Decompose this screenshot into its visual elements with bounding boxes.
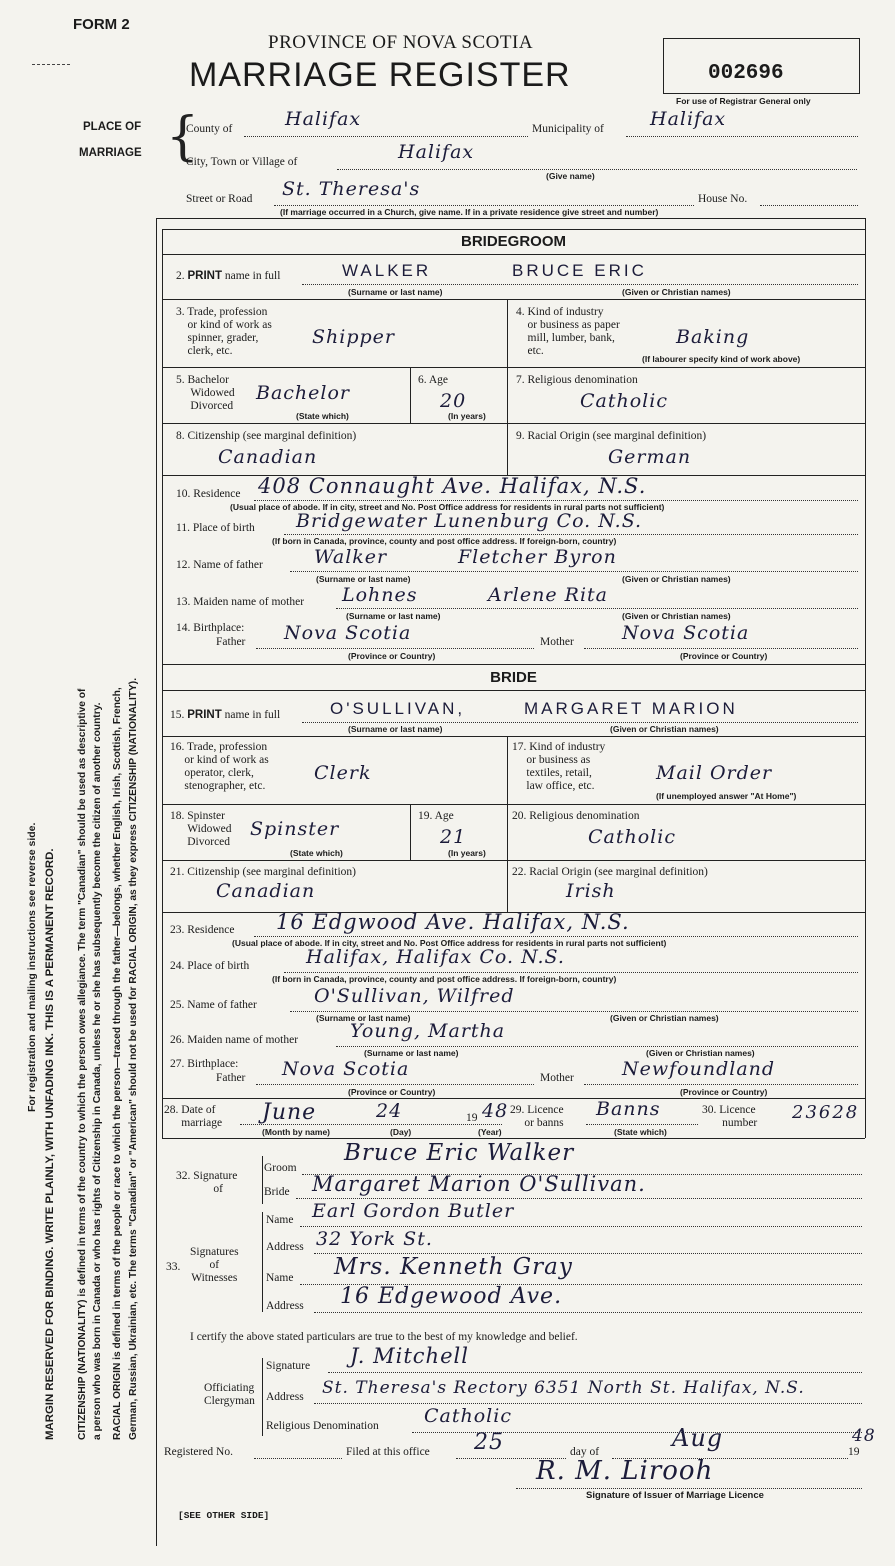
field13-label: 13. Maiden name of mother xyxy=(176,596,305,608)
year-sub: (Year) xyxy=(478,1127,502,1137)
field4-label: 4. Kind of industry or business as paper mill, lumber, bank, etc. xyxy=(516,306,620,357)
field27-label: 27. Birthplace: xyxy=(170,1058,239,1070)
field7-label: 7. Religious denomination xyxy=(516,374,638,386)
frame-left xyxy=(156,218,157,1546)
bride-status: Spinster xyxy=(250,818,340,840)
groom-mother-surname-sub: (Surname or last name) xyxy=(346,611,441,621)
groom-status-sub: (State which) xyxy=(296,411,349,421)
field12-label: 12. Name of father xyxy=(176,559,263,571)
bride-age-sub: (In years) xyxy=(448,848,486,858)
issuer-signature: R. M. Lirooh xyxy=(536,1456,714,1486)
field21-label: 21. Citizenship (see marginal definition) xyxy=(170,866,356,878)
field2-label: 2. PRINT name in full xyxy=(176,270,281,282)
field29-label: 29. Licence or banns xyxy=(510,1104,564,1129)
field25-label: 25. Name of father xyxy=(170,999,257,1011)
month-sub: (Month by name) xyxy=(262,1127,330,1137)
place-brace: { xyxy=(166,107,200,167)
bride-father-birthplace: Nova Scotia xyxy=(282,1058,410,1080)
bride-father-surname-sub: (Surname or last name) xyxy=(316,1013,411,1023)
groom-mother-birthplace: Nova Scotia xyxy=(622,622,750,644)
groom-signature: Bruce Eric Walker xyxy=(344,1140,575,1166)
page-title: MARRIAGE REGISTER xyxy=(189,56,571,94)
bride-signature: Margaret Marion O'Sullivan. xyxy=(312,1172,646,1196)
bride-religion: Catholic xyxy=(588,826,676,848)
bride-father-name: O'Sullivan, Wilfred xyxy=(314,985,515,1007)
field22-label: 22. Racial Origin (see marginal definition) xyxy=(512,866,708,878)
certify-text: I certify the above stated particulars are true to the best of my knowledge and belief. xyxy=(190,1331,578,1343)
groom-citizenship: Canadian xyxy=(218,446,318,468)
groom-age: 20 xyxy=(440,390,467,412)
banns-value: Banns xyxy=(596,1098,661,1120)
bride-sig-label: Bride xyxy=(264,1186,290,1198)
bride-father-province-sub: (Province or Country) xyxy=(348,1087,436,1097)
bride-surname: O'SULLIVAN, xyxy=(330,699,466,718)
bride-mother-birthplace: Newfoundland xyxy=(622,1058,776,1080)
field10-label: 10. Residence xyxy=(176,488,241,500)
field14-father-label: Father xyxy=(216,636,246,648)
day-of-label: day of xyxy=(570,1446,600,1458)
witness2-address-label: Address xyxy=(266,1300,304,1312)
bride-citizenship: Canadian xyxy=(216,880,316,902)
field14-mother-label: Mother xyxy=(540,636,574,648)
groom-given-sub: (Given or Christian names) xyxy=(622,287,731,297)
field24-label: 24. Place of birth xyxy=(170,960,250,972)
field17-label: 17. Kind of industry or business as textiles, retail, law office, etc. xyxy=(512,741,606,792)
bride-trade: Clerk xyxy=(314,762,372,784)
bride-mother-province-sub: (Province or Country) xyxy=(680,1087,768,1097)
bride-given-sub: (Given or Christian names) xyxy=(610,724,719,734)
city-label: City, Town or Village of xyxy=(186,156,298,168)
marriage-year: 48 xyxy=(482,1100,509,1122)
bride-surname-sub: (Surname or last name) xyxy=(348,724,443,734)
field18-label: 18. Spinster Widowed Divorced xyxy=(170,810,232,848)
registered-label: Registered No. xyxy=(164,1446,233,1458)
groom-surname-sub: (Surname or last name) xyxy=(348,287,443,297)
margin-line-5: RACIAL ORIGIN is defined in terms of the people or race to which the person—traced through the father—belongs, whether English, Irish, Scottish, French, xyxy=(112,687,123,1440)
field16-label: 16. Trade, profession or kind of work as operator, clerk, stenographer, etc. xyxy=(170,741,269,792)
groom-given: BRUCE ERIC xyxy=(512,261,647,280)
clergy-denomination-label: Religious Denomination xyxy=(266,1420,379,1432)
groom-mother-given-sub: (Given or Christian names) xyxy=(622,611,731,621)
field27-father-label: Father xyxy=(216,1072,246,1084)
groom-industry: Baking xyxy=(676,326,750,348)
field14-label: 14. Birthplace: xyxy=(176,622,245,634)
groom-father-birthplace: Nova Scotia xyxy=(284,622,412,644)
county-label: County of xyxy=(186,123,233,135)
witness2-address: 16 Edgewood Ave. xyxy=(340,1284,563,1309)
marriage-month: June xyxy=(262,1100,317,1125)
bride-father-given-sub: (Given or Christian names) xyxy=(610,1013,719,1023)
county-value: Halifax xyxy=(285,108,362,130)
bride-mother-name: Young, Martha xyxy=(350,1020,506,1042)
margin-line-1: For registration and mailing instructions see reverse side. xyxy=(26,822,38,1112)
field30-label: 30. Licence number xyxy=(702,1104,758,1129)
clergy-denomination: Catholic xyxy=(424,1405,512,1427)
issuer-sub: Signature of Issuer of Marriage Licence xyxy=(586,1490,764,1501)
street-sub: (If marriage occurred in a Church, give name. If in a private residence give street and number) xyxy=(280,207,659,217)
field9-label: 9. Racial Origin (see marginal definition) xyxy=(516,430,707,442)
witness1-address: 32 York St. xyxy=(316,1228,433,1250)
groom-trade: Shipper xyxy=(312,326,395,348)
city-value: Halifax xyxy=(398,141,475,163)
bride-heading: BRIDE xyxy=(490,669,537,686)
filed-month: Aug xyxy=(672,1424,724,1452)
field33-num: 33. xyxy=(166,1261,181,1273)
field19-label: 19. Age xyxy=(418,810,454,822)
binding-mark xyxy=(32,64,70,65)
witness2-name-label: Name xyxy=(266,1272,294,1284)
bride-age: 21 xyxy=(440,826,467,848)
place-heading-1: PLACE OF xyxy=(83,121,142,133)
field15-label: 15. PRINT name in full xyxy=(170,709,281,721)
groom-racial-origin: German xyxy=(608,446,692,468)
field3-label: 3. Trade, profession or kind of work as spinner, grader, clerk, etc. xyxy=(176,306,272,357)
street-label: Street or Road xyxy=(186,193,253,205)
field11-label: 11. Place of birth xyxy=(176,522,255,534)
clergy-address: St. Theresa's Rectory 6351 North St. Halifax, N.S. xyxy=(322,1378,805,1398)
bride-birthplace-sub: (If born in Canada, province, county and post office address. If foreign-born, country) xyxy=(272,974,617,984)
groom-residence-sub: (Usual place of abode. If in city, street and No. Post Office address for residents in rural parts not sufficient) xyxy=(230,502,665,512)
groom-mother-surname: Lohnes xyxy=(342,584,418,606)
municipality-label: Municipality of xyxy=(532,123,604,135)
bride-racial-origin: Irish xyxy=(566,880,616,902)
bride-industry: Mail Order xyxy=(656,762,773,784)
groom-father-surname-sub: (Surname or last name) xyxy=(316,574,411,584)
bride-status-sub: (State which) xyxy=(290,848,343,858)
field33-label: Signatures of Witnesses xyxy=(190,1246,239,1284)
bride-mother-given-sub: (Given or Christian names) xyxy=(646,1048,755,1058)
groom-mother-given: Arlene Rita xyxy=(488,584,608,606)
bride-birthplace: Halifax, Halifax Co. N.S. xyxy=(306,946,565,968)
field20-label: 20. Religious denomination xyxy=(512,810,640,822)
filed-year: 48 xyxy=(852,1426,876,1446)
register-number: 002696 xyxy=(708,62,784,85)
officiating-label: Officiating Clergyman xyxy=(204,1382,255,1407)
street-value: St. Theresa's xyxy=(282,178,421,200)
groom-birthplace-sub: (If born in Canada, province, county and post office address. If foreign-born, country) xyxy=(272,536,617,546)
groom-residence: 408 Connaught Ave. Halifax, N.S. xyxy=(258,474,647,498)
marriage-day: 24 xyxy=(376,1100,403,1122)
licence-number: 23628 xyxy=(792,1102,860,1123)
witness1-address-label: Address xyxy=(266,1241,304,1253)
margin-line-2: MARGIN RESERVED FOR BINDING. WRITE PLAINLY, WITH UNFADING INK. THIS IS A PERMANENT RECORD. xyxy=(44,848,56,1440)
field23-label: 23. Residence xyxy=(170,924,235,936)
groom-father-given: Fletcher Byron xyxy=(458,546,617,568)
place-heading-2: MARRIAGE xyxy=(79,147,142,159)
witness2-name: Mrs. Kenneth Gray xyxy=(334,1254,573,1280)
groom-father-given-sub: (Given or Christian names) xyxy=(622,574,731,584)
see-other-side: [SEE OTHER SIDE] xyxy=(178,1510,270,1521)
municipality-value: Halifax xyxy=(650,108,727,130)
form-number: FORM 2 xyxy=(73,16,130,33)
filed-year-prefix: 19 xyxy=(848,1446,860,1458)
groom-industry-sub: (If labourer specify kind of work above) xyxy=(642,354,801,364)
groom-religion: Catholic xyxy=(580,390,668,412)
clergy-address-label: Address xyxy=(266,1391,304,1403)
clergy-sig-label: Signature xyxy=(266,1360,311,1372)
witness1-name-label: Name xyxy=(266,1214,294,1226)
groom-age-sub: (In years) xyxy=(448,411,486,421)
bridegroom-heading: BRIDEGROOM xyxy=(461,233,566,250)
groom-father-surname: Walker xyxy=(314,546,388,568)
frame-right xyxy=(865,218,866,1138)
filed-day: 25 xyxy=(474,1430,504,1455)
groom-father-province-sub: (Province or Country) xyxy=(348,651,436,661)
bride-residence: 16 Edgwood Ave. Halifax, N.S. xyxy=(276,910,630,934)
field28-label: 28. Date of marriage xyxy=(164,1104,223,1129)
marriage-year-prefix: 19 xyxy=(466,1112,478,1124)
margin-line-6: German, Russian, Ukrainian, etc. The terms "Canadian" or "American" should not be used for RACIAL ORIGIN, as they express CITIZENSHIP (NATIONALITY). xyxy=(128,677,139,1440)
house-label: House No. xyxy=(698,193,748,205)
bride-mother-surname-sub: (Surname or last name) xyxy=(364,1048,459,1058)
filed-label: Filed at this office xyxy=(346,1446,430,1458)
witness1-name: Earl Gordon Butler xyxy=(312,1200,515,1222)
clergy-signature: J. Mitchell xyxy=(350,1344,469,1368)
groom-birthplace: Bridgewater Lunenburg Co. N.S. xyxy=(296,510,643,532)
bride-industry-sub: (If unemployed answer "At Home") xyxy=(656,791,797,801)
bride-residence-sub: (Usual place of abode. If in city, street and No. Post Office address for residents in rural parts not sufficient) xyxy=(232,938,667,948)
province-title: PROVINCE OF NOVA SCOTIA xyxy=(268,32,534,53)
groom-mother-province-sub: (Province or Country) xyxy=(680,651,768,661)
margin-line-4: a person who was born in Canada or who has rights of Citizenship in Canada, unless he or she has subsequently become the citizen of another country. xyxy=(92,702,103,1440)
field27-mother-label: Mother xyxy=(540,1072,574,1084)
field32-label: 32. Signature of xyxy=(176,1170,238,1195)
registrar-note: For use of Registrar General only xyxy=(676,96,811,106)
groom-sig-label: Groom xyxy=(264,1162,297,1174)
day-sub: (Day) xyxy=(390,1127,412,1137)
city-sub: (Give name) xyxy=(546,171,595,181)
bride-given: MARGARET MARION xyxy=(524,699,738,718)
groom-surname: WALKER xyxy=(342,261,432,280)
margin-line-3: CITIZENSHIP (NATIONALITY) is defined in terms of the country to which the person owes allegiance. The term "Canadian" should be used as descriptive of xyxy=(77,688,88,1440)
field8-label: 8. Citizenship (see marginal definition) xyxy=(176,430,357,442)
field26-label: 26. Maiden name of mother xyxy=(170,1034,299,1046)
groom-status: Bachelor xyxy=(256,382,351,404)
field5-label: 5. Bachelor Widowed Divorced xyxy=(176,374,235,412)
field6-label: 6. Age xyxy=(418,374,449,386)
banns-sub: (State which) xyxy=(614,1127,667,1137)
